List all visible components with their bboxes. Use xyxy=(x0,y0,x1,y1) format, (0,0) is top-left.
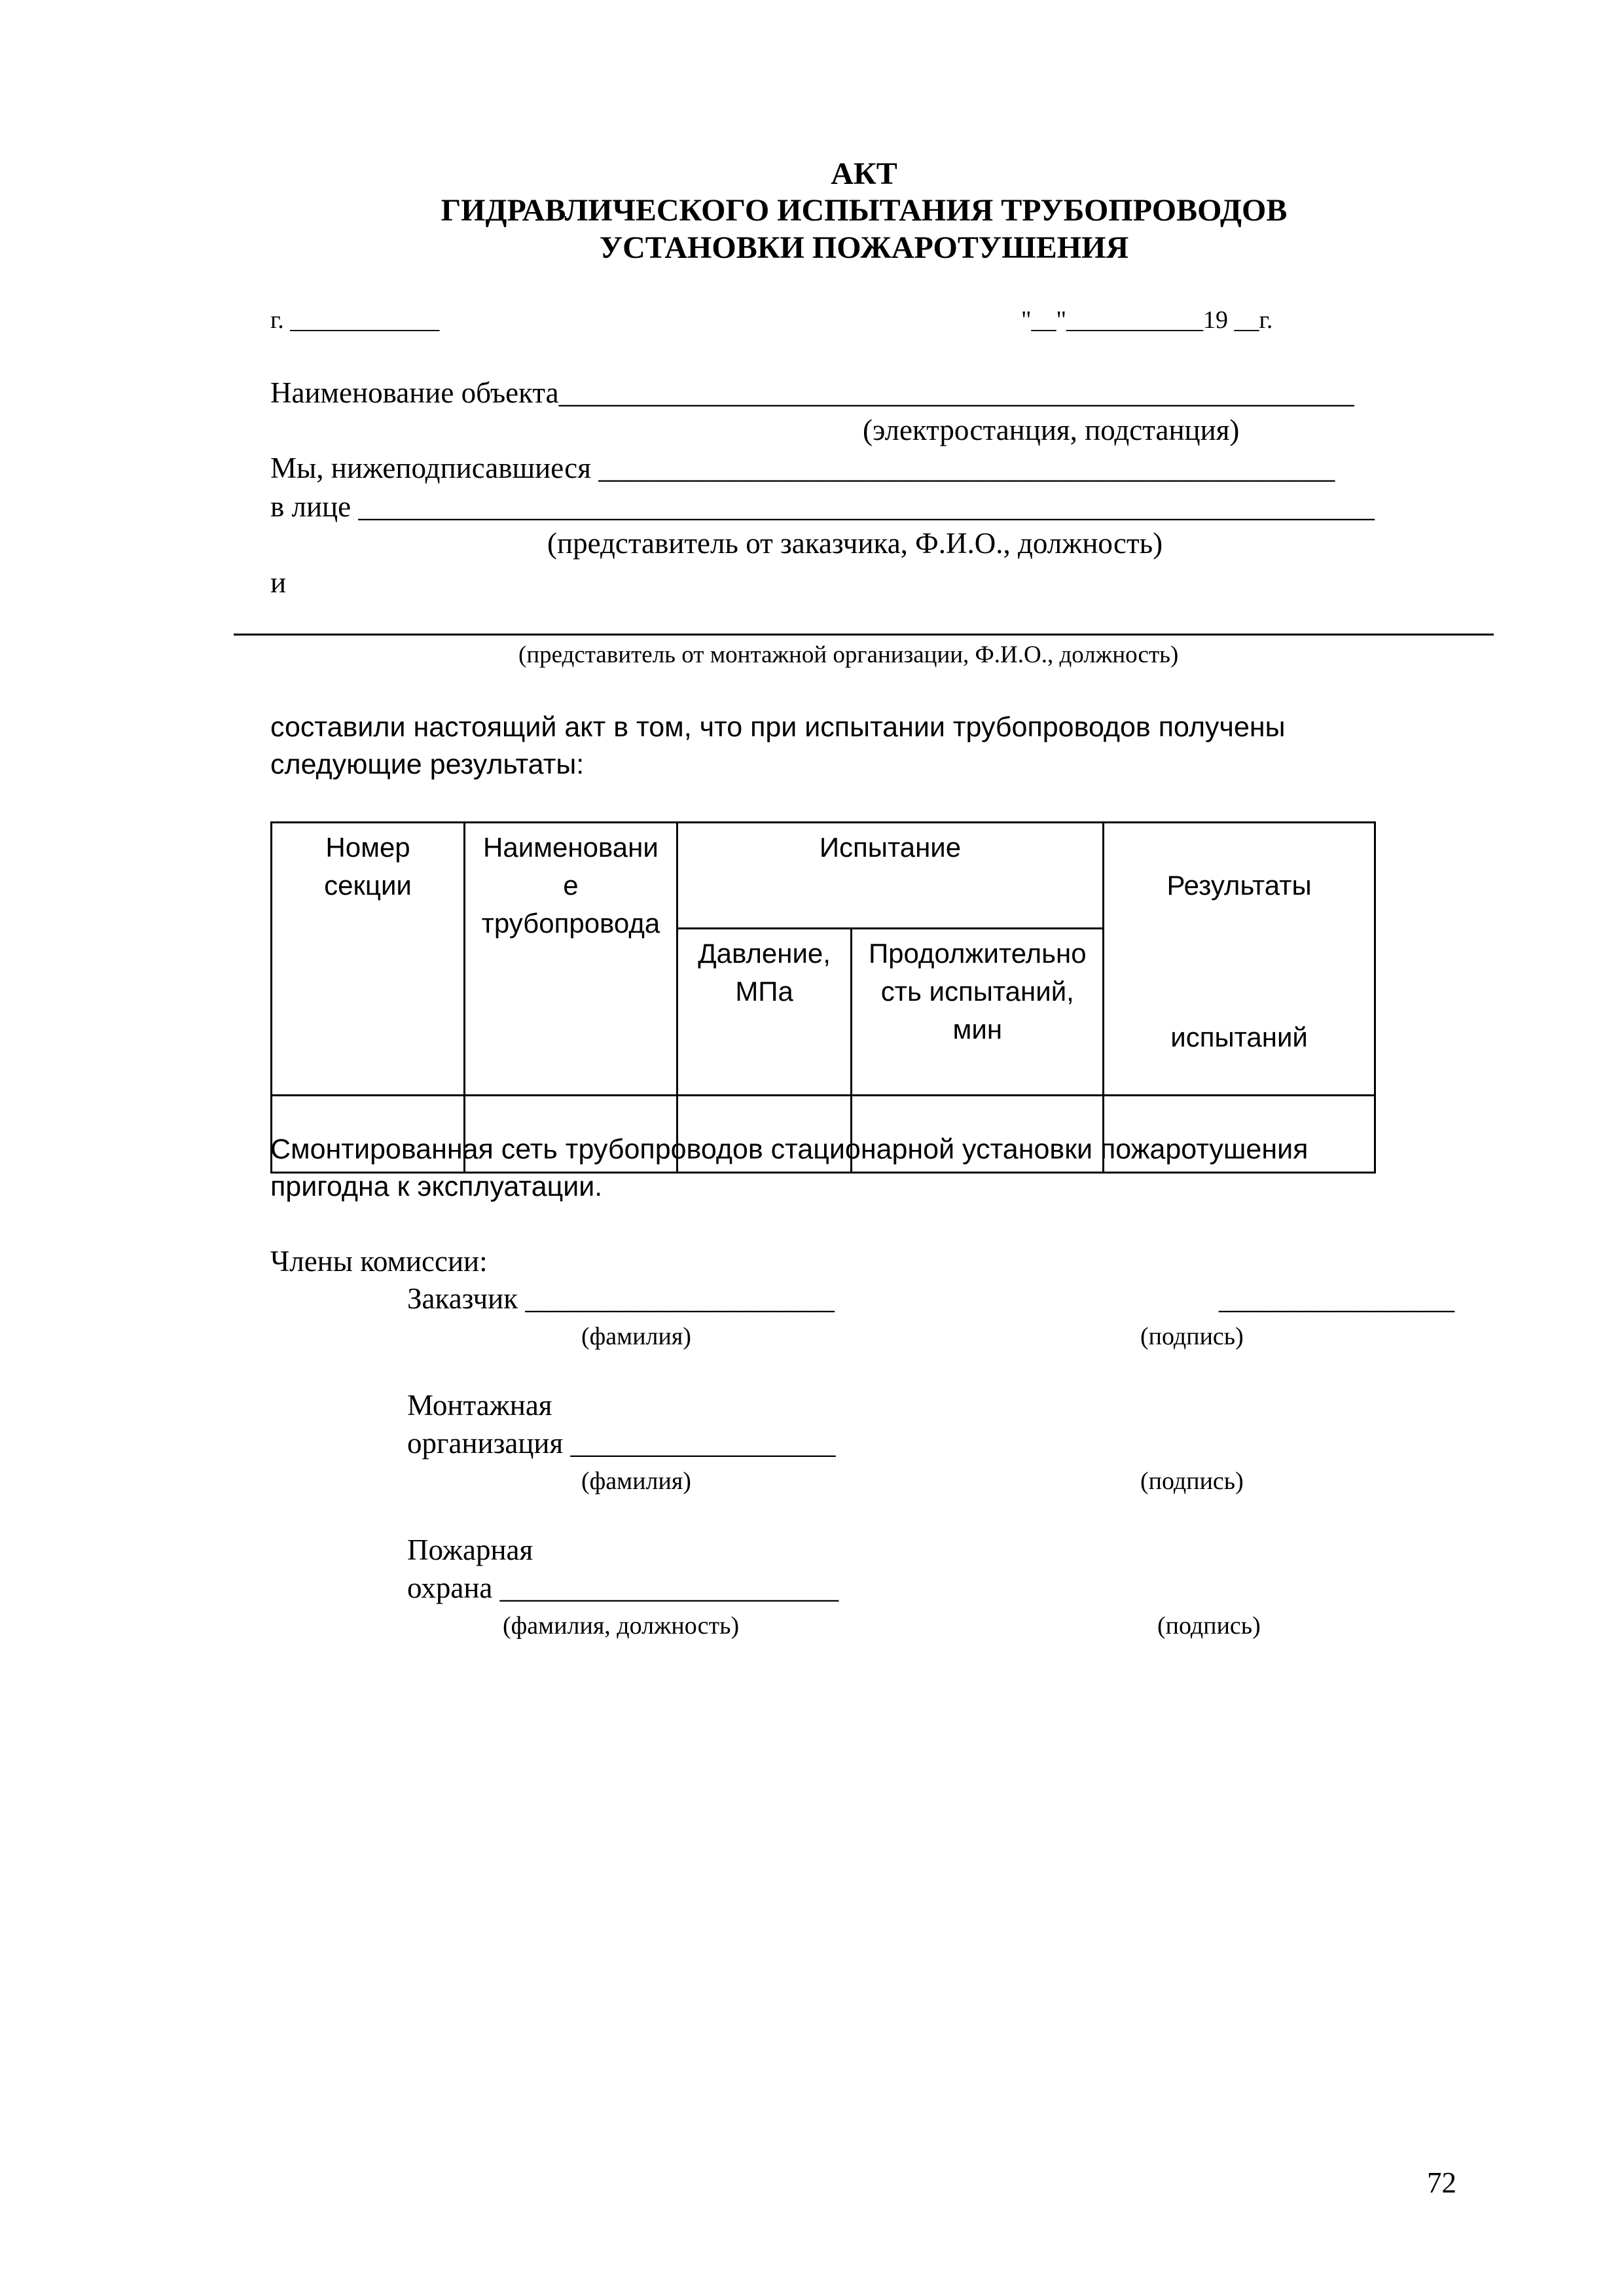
fire-safety-signature-hint: (подпись) xyxy=(1157,1612,1261,1640)
object-name-field[interactable]: Наименование объекта______________________________________________________ xyxy=(270,376,1354,409)
results-table xyxy=(270,821,1376,1174)
conjunction-and: и xyxy=(270,566,287,599)
customer-signature-field[interactable]: ________________ xyxy=(1219,1282,1454,1315)
conclusion-line-2: пригодна к эксплуатации. xyxy=(270,1171,603,1202)
header-duration: Продолжительно сть испытаний, мин xyxy=(852,928,1104,1095)
header-pressure: Давление, МПа xyxy=(677,928,852,1095)
object-hint: (электростанция, подстанция) xyxy=(863,414,1240,446)
document-title-line3: УСТАНОВКИ ПОЖАРОТУШЕНИЯ xyxy=(599,230,1129,265)
header-results-top: Результаты xyxy=(1166,870,1312,901)
page-number: 72 xyxy=(1427,2166,1456,2199)
statement-line-1: составили настоящий акт в том, что при испытании трубопроводов получены xyxy=(270,711,1286,743)
commission-heading: Члены комиссии: xyxy=(270,1245,488,1278)
installer-name-field[interactable]: организация __________________ xyxy=(407,1427,836,1460)
date-field[interactable]: "__"___________19 __г. xyxy=(1021,306,1273,334)
header-section-number: Номер секции xyxy=(272,823,465,1096)
customer-signature-hint: (подпись) xyxy=(1140,1323,1244,1350)
customer-name-hint: (фамилия) xyxy=(581,1323,691,1350)
fire-safety-label: Пожарная xyxy=(407,1534,533,1566)
conclusion-line-1: Смонтированная сеть трубопроводов стационарной установки пожаротушения xyxy=(270,1134,1308,1165)
fire-safety-name-field[interactable]: охрана _______________________ xyxy=(407,1571,839,1604)
customer-name-field[interactable]: Заказчик _____________________ xyxy=(407,1282,835,1315)
statement-line-2: следующие результаты: xyxy=(270,749,585,780)
header-pipeline-name: Наименовани е трубопровода xyxy=(465,823,677,1096)
document-title-line2: ГИДРАВЛИЧЕСКОГО ИСПЫТАНИЯ ТРУБОПРОВОДОВ xyxy=(441,193,1288,228)
installer-label: Монтажная xyxy=(407,1389,552,1422)
header-results xyxy=(1104,823,1375,1096)
fire-safety-name-hint: (фамилия, должность) xyxy=(503,1612,740,1640)
installer-representative-hint: (представитель от монтажной организации, Ф.И.О., должность) xyxy=(518,641,1179,668)
header-test: Испытание xyxy=(677,823,1103,929)
installer-name-hint: (фамилия) xyxy=(581,1467,691,1495)
signatories-field[interactable]: Мы, нижеподписавшиеся __________________________________________________ xyxy=(270,452,1335,484)
document-title: АКТ xyxy=(831,156,897,191)
customer-representative-field[interactable]: в лице _____________________________________________________________________ xyxy=(270,490,1375,523)
header-results-bottom: испытаний xyxy=(1170,1022,1308,1052)
city-field[interactable]: г. ____________ xyxy=(270,306,440,334)
customer-representative-hint: (представитель от заказчика, Ф.И.О., должность) xyxy=(547,527,1163,560)
installer-representative-line[interactable] xyxy=(234,634,1494,636)
installer-signature-hint: (подпись) xyxy=(1140,1467,1244,1495)
